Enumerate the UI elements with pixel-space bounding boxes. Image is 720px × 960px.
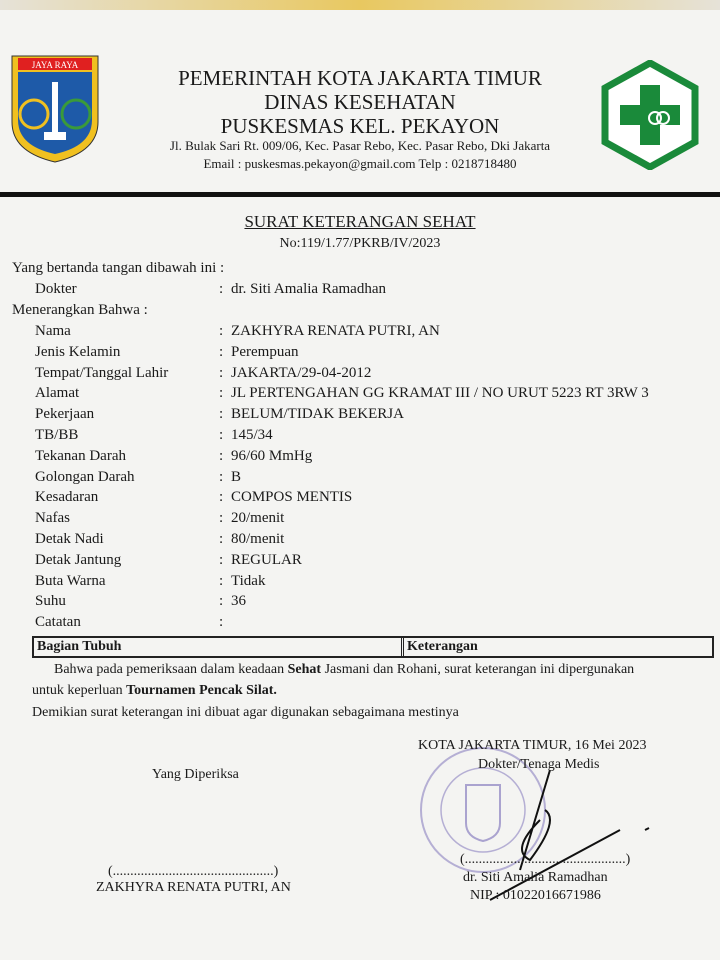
colon: : bbox=[219, 593, 224, 610]
field-label: Suhu bbox=[35, 593, 66, 610]
patient-name: ZAKHYRA RENATA PUTRI, AN bbox=[96, 880, 291, 895]
colon: : bbox=[219, 364, 224, 381]
field-value: JAKARTA/29-04-2012 bbox=[231, 364, 372, 381]
field-label: Buta Warna bbox=[35, 572, 106, 589]
field-value: BELUM/TIDAK BEKERJA bbox=[231, 406, 404, 423]
declares-text: Menerangkan Bahwa : bbox=[12, 302, 148, 318]
field-value: B bbox=[231, 468, 242, 485]
colon: : bbox=[219, 551, 224, 568]
statement-line1 bbox=[54, 662, 634, 678]
jakarta-logo bbox=[8, 52, 102, 164]
colon: : bbox=[219, 510, 224, 527]
place-date: KOTA JAKARTA TIMUR, 16 Mei 2023 bbox=[418, 738, 647, 753]
field-label: Detak Nadi bbox=[35, 531, 104, 547]
colon: : bbox=[219, 614, 224, 631]
document-title: SURAT KETERANGAN SEHAT bbox=[244, 212, 476, 231]
text-bold: Sehat bbox=[287, 662, 322, 677]
field-label: Kesadaran bbox=[35, 489, 99, 506]
doctor-name: dr. Siti Amalia Ramadhan bbox=[463, 870, 608, 885]
doctor-value: dr. Siti Amalia Ramadhan bbox=[231, 281, 386, 297]
field-label: Catatan bbox=[35, 614, 81, 631]
field-label: Tekanan Darah bbox=[35, 447, 126, 464]
colon: : bbox=[219, 531, 224, 547]
field-value: Perempuan bbox=[231, 343, 299, 360]
text: untuk keperluan bbox=[32, 683, 127, 698]
colon: : bbox=[219, 572, 224, 589]
field-label: Nama bbox=[35, 323, 71, 339]
field-value: 20/menit bbox=[231, 510, 285, 527]
intro-text: Yang bertanda tangan dibawah ini : bbox=[12, 260, 225, 276]
field-value: 96/60 MmHg bbox=[231, 447, 313, 464]
text: Jasmani dan Rohani, surat keterangan ini dipergunakan bbox=[321, 662, 635, 677]
field-value: JL PERTENGAHAN GG KRAMAT III / NO URUT 5223 RT 3RW 3 bbox=[231, 385, 649, 402]
field-label: TB/BB bbox=[35, 427, 79, 443]
body-parts-table-header bbox=[32, 636, 714, 658]
colon: : bbox=[219, 385, 224, 402]
header-line1: PEMERINTAH KOTA JAKARTA TIMUR bbox=[178, 66, 542, 90]
col-keterangan: Keterangan bbox=[407, 639, 478, 654]
field-label: Detak Jantung bbox=[35, 551, 122, 568]
field-value: ZAKHYRA RENATA PUTRI, AN bbox=[231, 323, 440, 339]
field-value: COMPOS MENTIS bbox=[231, 489, 353, 506]
field-label: Tempat/Tanggal Lahir bbox=[35, 364, 169, 381]
puskesmas-logo bbox=[600, 60, 700, 170]
header-address: Jl. Bulak Sari Rt. 009/06, Kec. Pasar Rebo, Kec. Pasar Rebo, Dki Jakarta bbox=[169, 138, 551, 153]
colon: : bbox=[219, 281, 224, 297]
closing-line: Demikian surat keterangan ini dibuat agar digunakan sebagaimana mestinya bbox=[32, 705, 459, 720]
examined-label: Yang Diperiksa bbox=[152, 767, 239, 782]
field-value: 36 bbox=[231, 593, 246, 610]
field-value: Tidak bbox=[231, 572, 266, 589]
colon: : bbox=[219, 468, 224, 485]
text: Bahwa pada pemeriksaan dalam keadaan bbox=[54, 662, 288, 677]
colon: : bbox=[219, 323, 224, 339]
header-line2: DINAS KESEHATAN bbox=[264, 90, 456, 114]
colon: : bbox=[219, 427, 224, 443]
field-value: 80/menit bbox=[231, 531, 285, 547]
colon: : bbox=[219, 447, 224, 464]
doctor-role: Dokter/Tenaga Medis bbox=[478, 757, 600, 772]
document-number: No:119/1.77/PKRB/IV/2023 bbox=[279, 236, 441, 251]
colon: : bbox=[219, 343, 224, 360]
field-label: Jenis Kelamin bbox=[35, 343, 121, 360]
photo-edge bbox=[0, 0, 720, 10]
field-label: Nafas bbox=[35, 510, 70, 527]
statement-line2 bbox=[32, 683, 277, 699]
field-label: Pekerjaan bbox=[35, 406, 95, 423]
purpose: Tournamen Pencak Silat. bbox=[126, 683, 277, 698]
header-contact: Email : puskesmas.pekayon@gmail.com Telp : 0218718480 bbox=[203, 156, 517, 171]
field-label: Golongan Darah bbox=[35, 468, 135, 485]
field-label: Alamat bbox=[35, 385, 80, 402]
colon: : bbox=[219, 489, 224, 506]
field-value: REGULAR bbox=[231, 551, 302, 568]
colon: : bbox=[219, 406, 224, 423]
doctor-sign-blank: (..............................................) bbox=[460, 852, 631, 867]
patient-sign-blank: (..............................................) bbox=[108, 864, 279, 879]
logo-text: JAYA RAYA bbox=[31, 60, 79, 70]
header-divider bbox=[0, 192, 720, 197]
doctor-label: Dokter bbox=[35, 281, 77, 297]
col-bagian-tubuh: Bagian Tubuh bbox=[34, 638, 404, 656]
doctor-nip: NIP : 01022016671986 bbox=[470, 888, 601, 903]
field-value: 145/34 bbox=[231, 427, 273, 443]
header-line3: PUSKESMAS KEL. PEKAYON bbox=[220, 114, 500, 138]
